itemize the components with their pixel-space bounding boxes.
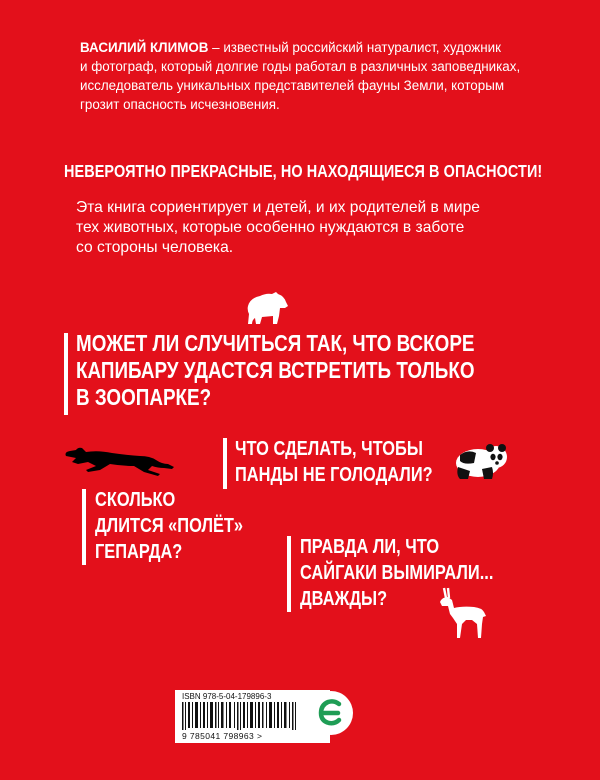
question-capybara-line-3: В ЗООПАРКЕ? xyxy=(76,384,212,410)
question-cheetah-line-3: ГЕПАРДА? xyxy=(95,541,183,563)
headline: НЕВЕРОЯТНО ПРЕКРАСНЫЕ, НО НАХОДЯЩИЕСЯ В ОПАСНОСТИ! xyxy=(64,161,543,181)
question-capybara-line-1: МОЖЕТ ЛИ СЛУЧИТЬСЯ ТАК, ЧТО ВСКОРЕ xyxy=(76,330,475,356)
cheetah-icon xyxy=(64,444,176,478)
question-bar-cheetah xyxy=(82,489,86,565)
author-bio-line-4: грозит опасность исчезновения. xyxy=(80,97,280,112)
question-capybara-line-2: КАПИБАРУ УДАСТСЯ ВСТРЕТИТЬ ТОЛЬКО xyxy=(76,357,475,383)
question-cheetah-line-2: ДЛИТСЯ «ПОЛЁТ» xyxy=(95,515,244,537)
intro-text xyxy=(76,198,546,258)
question-panda-line-2: ПАНДЫ НЕ ГОЛОДАЛИ? xyxy=(235,464,433,486)
author-name: ВАСИЛИЙ КЛИМОВ xyxy=(80,40,209,55)
question-cheetah xyxy=(95,487,243,565)
question-bar-capybara xyxy=(64,333,68,415)
question-bar-panda xyxy=(223,438,227,489)
saiga-icon xyxy=(436,586,490,640)
question-saiga-line-1: ПРАВДА ЛИ, ЧТО xyxy=(300,536,440,558)
barcode-digits: 9 785041 798963 > xyxy=(182,731,263,741)
question-panda-line-1: ЧТО СДЕЛАТЬ, ЧТОБЫ xyxy=(235,438,423,460)
author-bio-line-3: исследователь уникальных представителей фауны Земли, которым xyxy=(80,78,505,93)
question-bar-saiga xyxy=(287,536,291,612)
author-bio-line-2: и фотограф, который долгие годы работал в различных заповедниках, xyxy=(80,59,521,74)
capybara-icon xyxy=(244,290,290,326)
question-cheetah-line-1: СКОЛЬКО xyxy=(95,489,176,511)
panda-icon xyxy=(452,443,508,481)
question-panda xyxy=(235,436,433,488)
question-saiga-line-2: САЙГАКИ ВЫМИРАЛИ... xyxy=(300,562,494,584)
intro-line-1: Эта книга сориентирует и детей, и их родителей в мире xyxy=(76,199,480,216)
barcode-bars xyxy=(182,702,300,730)
author-bio xyxy=(80,38,550,114)
isbn-text: ISBN 978-5-04-179896-3 xyxy=(182,692,272,701)
intro-line-2: тех животных, которые особенно нуждаются в заботе xyxy=(76,219,465,236)
question-saiga-line-3: ДВАЖДЫ? xyxy=(300,588,388,610)
author-bio-line-1: – известный российский натуралист, художник xyxy=(208,40,501,55)
intro-line-3: со стороны человека. xyxy=(76,239,234,256)
eksmo-logo-icon xyxy=(308,690,354,736)
question-capybara xyxy=(76,330,475,411)
